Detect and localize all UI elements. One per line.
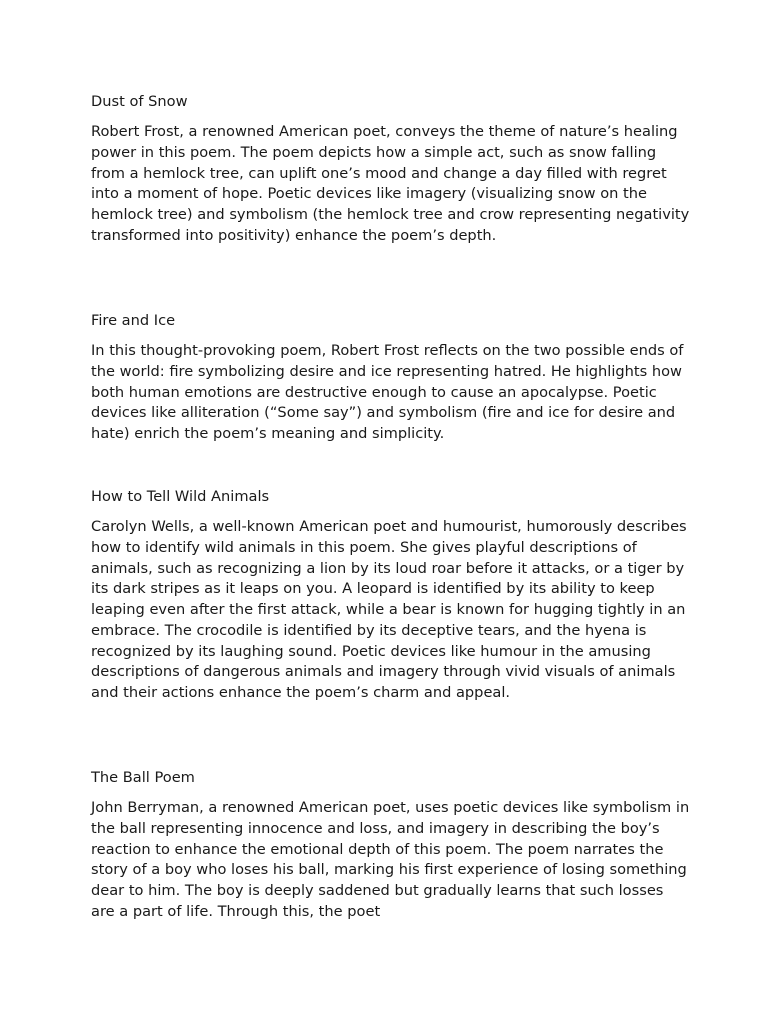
section-title: Dust of Snow (91, 93, 188, 110)
section-body: Robert Frost, a renowned American poet, conveys the theme of nature’s healing power in this poem. The poem depicts how a simple act, such as snow falling from a hemlock tree, can uplift one’s mood and change a day filled with regret into a moment of hope. Poetic devices like imagery (visualizing snow on the hemlock tree) and symbolism (the hemlock tree and crow representing negativity transformed into positivity) enhance the poem’s depth. (91, 123, 690, 244)
section-fire-and-ice (91, 310, 691, 445)
section-body: Carolyn Wells, a well-known American poet and humourist, humorously describes how to identify wild animals in this poem. She gives playful descriptions of animals, such as recognizing a lion by its loud roar before it attacks, or a tiger by its dark stripes as it leaps on you. A leopard is identified by its ability to keep leaping even after the first attack, while a bear is known for hugging tightly in an embrace. The crocodile is identified by its deceptive tears, and the hyena is recognized by its laughing sound. Poetic devices like humour in the amusing descriptions of dangerous animals and imagery through vivid visuals of animals and their actions enhance the poem’s charm and appeal. (91, 518, 687, 701)
section-dust-of-snow (91, 91, 691, 247)
section-how-to-tell-wild-animals (91, 486, 691, 704)
section-the-ball-poem (91, 767, 691, 923)
section-body: In this thought-provoking poem, Robert Frost reflects on the two possible ends of the world: fire symbolizing desire and ice representing hatred. He highlights how both human emotions are destructive enough to cause an apocalypse. Poetic devices like alliteration (“Some say”) and symbolism (fire and ice for desire and hate) enrich the poem’s meaning and simplicity. (91, 342, 684, 442)
section-title: The Ball Poem (91, 769, 195, 786)
section-title: How to Tell Wild Animals (91, 488, 270, 505)
section-body: John Berryman, a renowned American poet, uses poetic devices like symbolism in the ball representing innocence and loss, and imagery in describing the boy’s reaction to enhance the emotional depth of this poem. The poem narrates the story of a boy who loses his ball, marking his first experience of losing something dear to him. The boy is deeply saddened but gradually learns that such losses are a part of life. Through this, the poet (91, 799, 690, 920)
section-title: Fire and Ice (91, 312, 176, 329)
